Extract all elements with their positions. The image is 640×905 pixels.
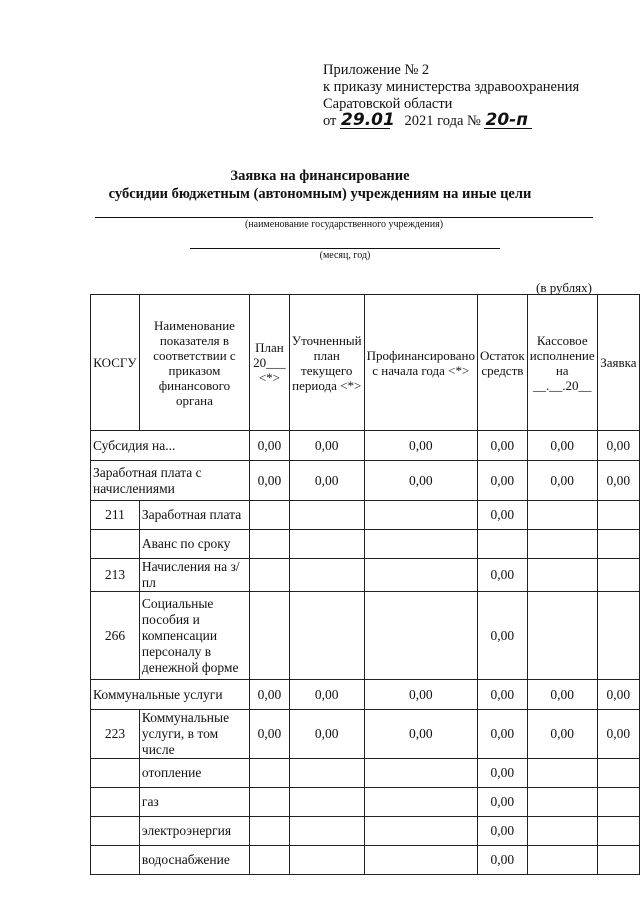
cell-financed: 0,00	[364, 710, 477, 759]
cell-kosgu	[91, 817, 140, 846]
cell-request	[597, 817, 639, 846]
cell-financed: 0,00	[364, 431, 477, 461]
cell-request	[597, 788, 639, 817]
header-financed: Профинансировано с начала года <*>	[364, 295, 477, 431]
cell-kosgu: 211	[91, 501, 140, 530]
cell-refined-plan	[289, 530, 364, 559]
cell-plan	[250, 530, 290, 559]
cell-refined-plan	[289, 817, 364, 846]
cell-financed	[364, 559, 477, 592]
cell-request: 0,00	[597, 461, 639, 501]
cell-plan: 0,00	[250, 680, 290, 710]
cell-cash-execution	[527, 817, 597, 846]
month-year-caption: (месяц, год)	[319, 250, 371, 261]
handwritten-date: 29.01	[341, 110, 395, 130]
cell-financed	[364, 501, 477, 530]
cell-kosgu: 223	[91, 710, 140, 759]
cell-financed	[364, 530, 477, 559]
cell-financed: 0,00	[364, 680, 477, 710]
appendix-line-1: Приложение № 2	[323, 62, 430, 78]
table-row	[91, 680, 640, 710]
table-row	[91, 846, 640, 875]
appendix-block	[323, 62, 623, 130]
cell-plan	[250, 559, 290, 592]
cell-balance: 0,00	[477, 680, 527, 710]
handwritten-number: 20-п	[484, 113, 532, 129]
institution-name-line	[95, 217, 593, 218]
cell-indicator-name: Аванс по сроку	[139, 530, 249, 559]
cell-request	[597, 559, 639, 592]
cell-plan	[250, 788, 290, 817]
from-label: от	[323, 113, 337, 129]
cell-plan	[250, 846, 290, 875]
cell-financed	[364, 759, 477, 788]
cell-refined-plan	[289, 788, 364, 817]
header-cash-execution: Кассовое исполнение на __.__.20__	[527, 295, 597, 431]
cell-indicator-name: Заработная плата	[139, 501, 249, 530]
cell-balance: 0,00	[477, 592, 527, 680]
cell-plan: 0,00	[250, 710, 290, 759]
table-row	[91, 759, 640, 788]
table-row	[91, 501, 640, 530]
institution-caption: (наименование государственного учреждения)	[244, 219, 444, 230]
cell-cash-execution	[527, 592, 597, 680]
year-label: 2021 года №	[404, 113, 481, 129]
cell-balance: 0,00	[477, 759, 527, 788]
cell-request	[597, 530, 639, 559]
cell-cash-execution: 0,00	[527, 710, 597, 759]
document-title-line-1: Заявка на финансирование	[230, 168, 410, 184]
appendix-line-2: к приказу министерства здравоохранения	[323, 79, 580, 95]
units-label: (в рублях)	[536, 280, 592, 295]
cell-refined-plan: 0,00	[289, 680, 364, 710]
cell-refined-plan	[289, 759, 364, 788]
cell-refined-plan	[289, 592, 364, 680]
financing-table	[90, 294, 640, 875]
cell-refined-plan	[289, 559, 364, 592]
cell-balance: 0,00	[477, 817, 527, 846]
cell-cash-execution	[527, 530, 597, 559]
cell-request	[597, 501, 639, 530]
cell-financed	[364, 817, 477, 846]
cell-financed: 0,00	[364, 461, 477, 501]
cell-kosgu	[91, 759, 140, 788]
cell-balance: 0,00	[477, 846, 527, 875]
cell-balance: 0,00	[477, 501, 527, 530]
month-year-line	[190, 248, 500, 249]
header-refined-plan: Уточненный план текущего периода <*>	[289, 295, 364, 431]
cell-plan	[250, 759, 290, 788]
cell-plan	[250, 592, 290, 680]
cell-kosgu: 266	[91, 592, 140, 680]
header-kosgu: КОСГУ	[91, 295, 140, 431]
cell-balance: 0,00	[477, 788, 527, 817]
cell-request	[597, 759, 639, 788]
table-row	[91, 431, 640, 461]
cell-balance	[477, 530, 527, 559]
table-row	[91, 710, 640, 759]
cell-financed	[364, 788, 477, 817]
cell-refined-plan: 0,00	[289, 710, 364, 759]
cell-refined-plan	[289, 501, 364, 530]
table-row	[91, 817, 640, 846]
cell-cash-execution: 0,00	[527, 431, 597, 461]
cell-balance: 0,00	[477, 461, 527, 501]
cell-indicator-name: Коммунальные услуги	[91, 680, 250, 710]
cell-request: 0,00	[597, 710, 639, 759]
cell-indicator-name: Начисления на з/пл	[139, 559, 249, 592]
cell-balance: 0,00	[477, 431, 527, 461]
cell-cash-execution	[527, 559, 597, 592]
cell-plan: 0,00	[250, 431, 290, 461]
cell-plan: 0,00	[250, 461, 290, 501]
cell-refined-plan	[289, 846, 364, 875]
cell-plan	[250, 501, 290, 530]
cell-indicator-name: Заработная плата с начислениями	[91, 461, 250, 501]
cell-request: 0,00	[597, 680, 639, 710]
cell-kosgu	[91, 788, 140, 817]
cell-indicator-name: Коммунальные услуги, в том числе	[139, 710, 249, 759]
cell-cash-execution	[527, 759, 597, 788]
appendix-order-line	[323, 110, 623, 130]
table-body	[91, 431, 640, 875]
cell-indicator-name: отопление	[139, 759, 249, 788]
cell-indicator-name: газ	[139, 788, 249, 817]
cell-balance: 0,00	[477, 559, 527, 592]
document-title-line-2: субсидии бюджетным (автономным) учреждениям на иные цели	[108, 186, 532, 202]
cell-indicator-name: водоснабжение	[139, 846, 249, 875]
cell-cash-execution	[527, 501, 597, 530]
header-balance: Остаток средств	[477, 295, 527, 431]
table-row	[91, 559, 640, 592]
cell-cash-execution	[527, 788, 597, 817]
cell-indicator-name: Социальные пособия и компенсации персоналу в денежной форме	[139, 592, 249, 680]
appendix-line-3: Саратовской области	[323, 96, 453, 112]
cell-request	[597, 592, 639, 680]
cell-request	[597, 846, 639, 875]
cell-refined-plan: 0,00	[289, 431, 364, 461]
cell-balance: 0,00	[477, 710, 527, 759]
cell-cash-execution	[527, 846, 597, 875]
cell-plan	[250, 817, 290, 846]
table-row	[91, 461, 640, 501]
cell-kosgu: 213	[91, 559, 140, 592]
table-row	[91, 592, 640, 680]
header-request: Заявка	[597, 295, 639, 431]
cell-request: 0,00	[597, 431, 639, 461]
cell-financed	[364, 592, 477, 680]
table-row	[91, 530, 640, 559]
cell-kosgu	[91, 530, 140, 559]
header-indicator-name: Наименование показателя в соответствии с приказом финансового органа	[139, 295, 249, 431]
cell-indicator-name: Субсидия на...	[91, 431, 250, 461]
cell-cash-execution: 0,00	[527, 461, 597, 501]
cell-refined-plan: 0,00	[289, 461, 364, 501]
cell-financed	[364, 846, 477, 875]
cell-cash-execution: 0,00	[527, 680, 597, 710]
table-header-row	[91, 295, 640, 431]
cell-indicator-name: электроэнергия	[139, 817, 249, 846]
table-row	[91, 788, 640, 817]
cell-kosgu	[91, 846, 140, 875]
header-plan: План 20___ <*>	[250, 295, 290, 431]
